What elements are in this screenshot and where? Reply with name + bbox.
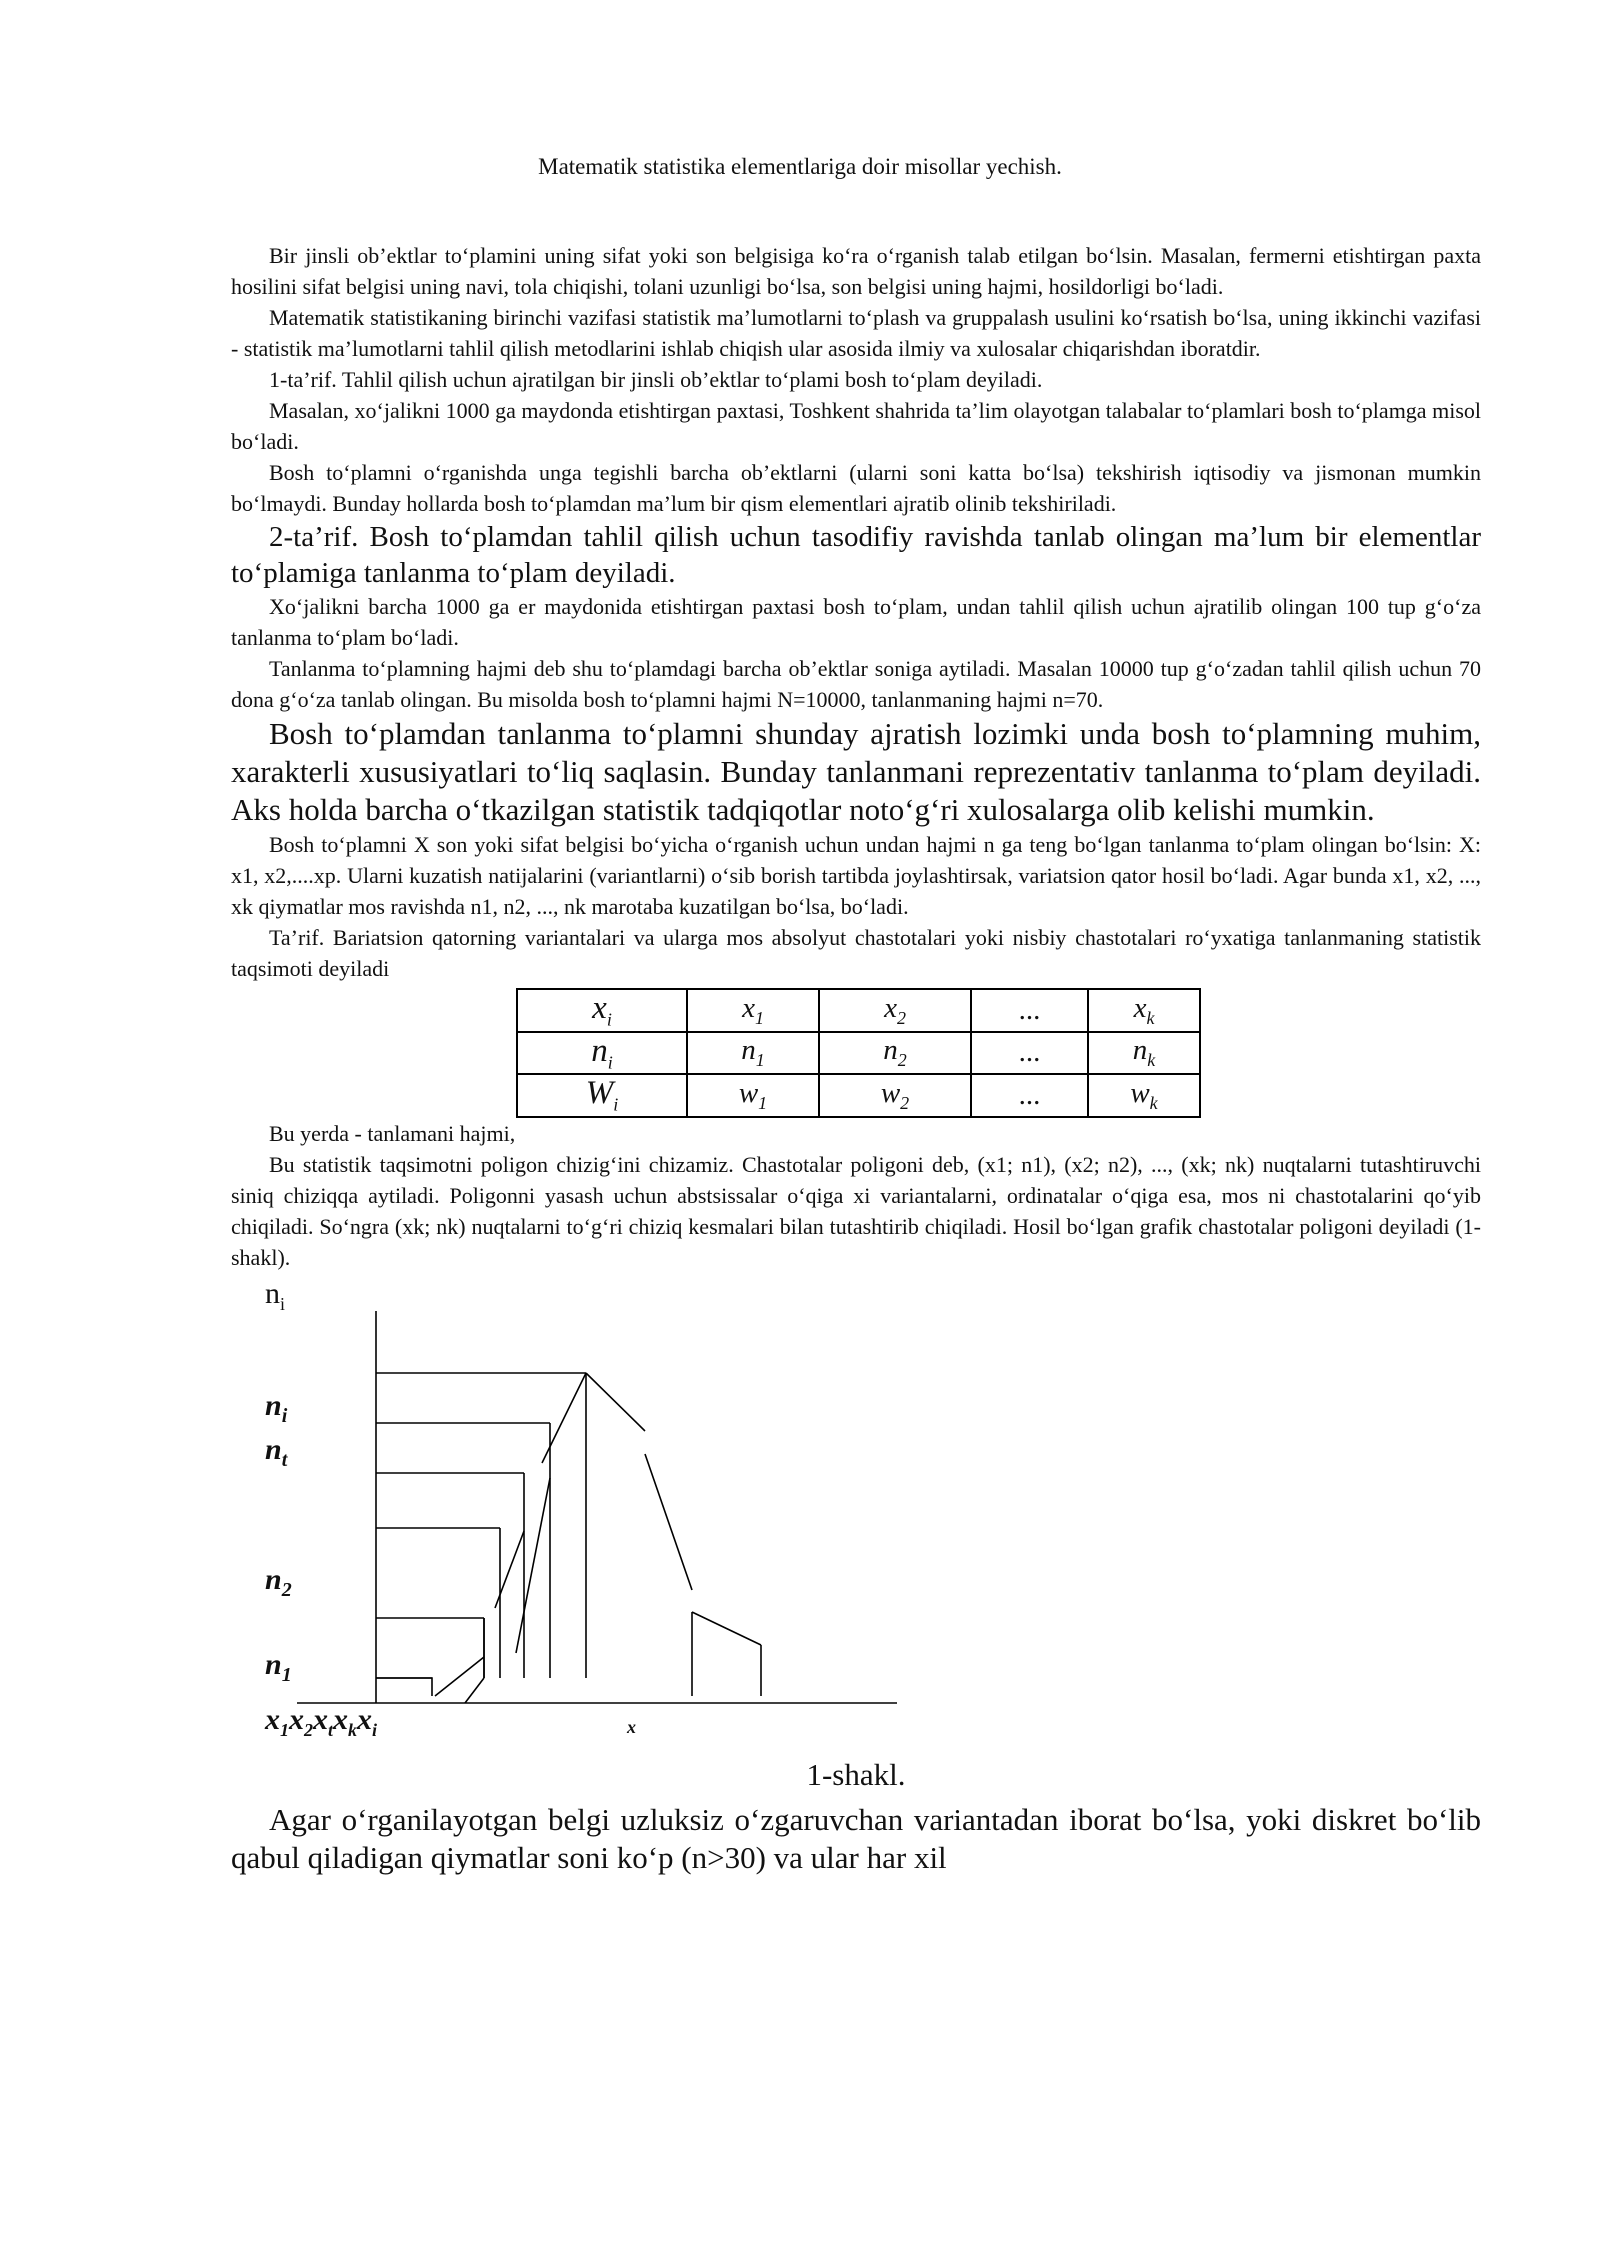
stub-x2 xyxy=(465,1678,484,1703)
paragraph: Bosh to‘plamni o‘rganishda unga tegishli barcha ob’ektlarni (ularni soni katta bo‘lsa) tekshirish iqtisodiy va jismonan mumkin bo‘lmaydi. Bunday hollarda bosh to‘plamdan ma’lum bir qism elementlari ajratib olinib tekshiriladi. xyxy=(231,460,1481,516)
paragraph: Bir jinsli ob’ektlar to‘plamini uning sifat yoki son belgisiga ko‘ra o‘rganish talab etilgan bo‘lsin. Masalan, fermerni etishtirgan paxta hosilini sifat belgisi uning navi, tola chiqishi, tolani uzunligi bo‘lsa, son belgisi uning hajmi, hosildorligi bo‘ladi. xyxy=(231,243,1481,299)
paragraph: Bosh to‘plamni X son yoki sifat belgisi bo‘yicha o‘rganish uchun undan hajmi n ga teng bo‘lgan tanlanma to‘plam olingan bo‘lsin: X: x1, x2,....xp. Ularni kuzatish natijalarini (variantlarni) o‘sib borish tartibda joylashtirsak, variatsion qator hosil bo‘ladi. Agar bunda x1, x2, ..., xk qiymatlar mos ravishda n1, n2, ..., nk marotaba kuzatilgan bo‘lsa, bo‘ladi. xyxy=(231,832,1481,919)
x-axis-name: x xyxy=(627,1716,636,1737)
table-cell xyxy=(1088,1032,1200,1075)
table-cell xyxy=(971,1074,1088,1117)
table-cell xyxy=(819,989,971,1032)
x-axis-label: $x_t$ xyxy=(313,1702,334,1740)
cell-symbol: x xyxy=(884,991,897,1024)
paragraph: Masalan, xo‘jalikni 1000 ga maydonda etishtirgan paxtasi, Toshkent shahrida ta’lim olayotgan talabalar to‘plamlari bosh to‘plamga misol bo‘ladi. xyxy=(231,398,1481,454)
cell-symbol: x xyxy=(592,990,607,1026)
table-cell xyxy=(1088,989,1200,1032)
cell-symbol: W xyxy=(585,1075,614,1112)
paragraph: Bu yerda - tanlamani hajmi, xyxy=(269,1120,516,1146)
paragraph: Matematik statistikaning birinchi vazifasi statistik ma’lumotlarni to‘plash va gruppalash usulini ko‘rsatish bo‘lsa, uning ikkinchi vazifasi - statistik ma’lumotlarni tahlil qilish metodlarini ishlab chiqish ular asosida ilmiy va xulosalar chiqarishdan iboratdir. xyxy=(231,305,1481,361)
y-axis-name: $n_i$ xyxy=(265,1276,286,1314)
cell-subscript: 2 xyxy=(896,1007,906,1028)
cell-symbol: w xyxy=(1130,1077,1150,1110)
table-cell xyxy=(687,1074,819,1117)
cell-subscript: k xyxy=(1149,1092,1158,1113)
cell-symbol: w xyxy=(880,1077,901,1110)
definition-2: 2-ta’rif. Bosh to‘plamdan tahlil qilish uchun tasodifiy ravishda tanlab olingan ma’lum bir elementlar to‘plamiga tanlanma to‘plam deyiladi. xyxy=(231,521,1481,589)
fall-a xyxy=(586,1373,645,1431)
figure-caption: 1-shakl. xyxy=(806,1756,906,1792)
paragraph: Bu statistik taqsimotni poligon chizig‘ini chizamiz. Chastotalar poligoni deb, (x1; n1), (x2; n2), ..., (xk; nk) nuqtalarni tutashtiruvchi siniq chiziqqa aytiladi. Poligonni yasash uchun abstsissalar o‘qiga xi variantalarni, ordinatalar o‘qiga esa, mos ni chastotalarini qo‘yib chiqiladi. So‘ngra (xk; nk) nuqtalarni to‘g‘ri chiziq kesmalari bilan tutashtirib chiqiladi. Hosil bo‘lgan grafik chastotalar poligoni deyiladi (1-shakl). xyxy=(231,1151,1481,1270)
cell-symbol: ... xyxy=(1018,1036,1041,1069)
cell-subscript: 1 xyxy=(758,1092,768,1113)
cell-subscript: 1 xyxy=(755,1050,765,1071)
cell-symbol: ... xyxy=(1018,993,1041,1026)
table-cell xyxy=(687,989,819,1032)
final-paragraph: Agar o‘rganilayotgan belgi uzluksiz o‘zgaruvchan variantadan iborat bo‘lsa, yoki diskret bo‘lib qabul qiladigan qiymatlar soni ko‘p (n>30) va ular har xil xyxy=(231,1801,1481,1875)
intro-paragraphs xyxy=(231,240,1481,519)
cell-symbol: w xyxy=(738,1077,759,1110)
y-axis-label: $n_i$ xyxy=(265,1388,288,1427)
table-cell xyxy=(971,1032,1088,1075)
representative-sample-paragraph: Bosh to‘plamdan tanlanma to‘plamni shunday ajratish lozimki unda bosh to‘plamning muhim, xarakterli xususiyatlari to‘liq saqlasin. Bunday tanlanmani reprezentativ tanlanma to‘plam deyiladi. Aks holda barcha o‘tkazilgan statistik tadqiqotlar noto‘g‘ri xulosalarga olib kelishi mumkin. xyxy=(231,716,1481,827)
table-cell xyxy=(819,1074,971,1117)
bracket-1 xyxy=(376,1678,432,1696)
table-cell xyxy=(971,989,1088,1032)
post-table-paragraphs xyxy=(231,1118,1481,1273)
cell-symbol: ... xyxy=(1018,1078,1041,1111)
table-row xyxy=(517,989,1200,1032)
cell-symbol: n xyxy=(1132,1034,1148,1067)
cell-symbol: n xyxy=(591,1032,608,1069)
pre-table-paragraphs xyxy=(231,829,1481,984)
cell-symbol: x xyxy=(1133,991,1147,1024)
y-axis-label: $n_1$ xyxy=(265,1647,292,1686)
cell-subscript: i xyxy=(606,1009,612,1030)
table-row xyxy=(517,1032,1200,1075)
polygon-figure xyxy=(231,1273,1481,1753)
table-cell xyxy=(687,1032,819,1075)
cell-subscript: 2 xyxy=(900,1092,910,1113)
polygon-drawing xyxy=(231,1273,1481,1753)
middle-paragraphs xyxy=(231,591,1481,715)
paragraph: 1-ta’rif. Tahlil qilish uchun ajratilgan bir jinsli ob’ektlar to‘plami bosh to‘plam deyiladi. xyxy=(269,367,1043,392)
cell-subscript: 1 xyxy=(754,1007,764,1028)
fall-b xyxy=(645,1454,692,1590)
x-axis-label: $x_i$ xyxy=(357,1702,378,1740)
rise-b xyxy=(516,1478,550,1653)
x-axis-label: $x_2$ xyxy=(289,1702,313,1740)
cell-symbol: n xyxy=(883,1034,898,1067)
cell-subscript: k xyxy=(1147,1050,1156,1071)
page-title: Matematik statistika elementlariga doir misollar yechish. xyxy=(538,154,1062,179)
table-cell xyxy=(517,989,687,1032)
table-cell xyxy=(517,1074,687,1117)
y-axis-label: $n_2$ xyxy=(265,1562,292,1601)
cell-subscript: k xyxy=(1146,1007,1155,1028)
stub-x1 xyxy=(435,1657,484,1696)
rise-c xyxy=(542,1373,586,1463)
cell-symbol: x xyxy=(742,991,755,1024)
table-cell xyxy=(517,1032,687,1075)
cell-subscript: i xyxy=(613,1094,619,1115)
distribution-table xyxy=(516,988,1201,1118)
document-body xyxy=(231,240,1481,1877)
paragraph: Tanlanma to‘plamning hajmi deb shu to‘plamdagi barcha ob’ektlar soniga aytiladi. Masalan 10000 tup g‘o‘zadan tahlil qilish uchun 70 dona g‘o‘za tanlab olingan. Bu misolda bosh to‘plamni hajmi N=10000, tanlanmaning hajmi n=70. xyxy=(231,656,1481,712)
table-cell xyxy=(1088,1074,1200,1117)
fall-c xyxy=(692,1612,761,1645)
cell-subscript: i xyxy=(607,1052,613,1073)
cell-subscript: 2 xyxy=(897,1050,907,1071)
table-cell xyxy=(819,1032,971,1075)
cell-symbol: n xyxy=(741,1034,756,1067)
paragraph: Ta’rif. Bariatsion qatorning variantalari va ularga mos absolyut chastotalari yoki nisbiy chastotalari ro‘yxatiga tanlanmaning statistik taqsimoti deyiladi xyxy=(231,925,1481,981)
paragraph: Xo‘jalikni barcha 1000 ga er maydonida etishtirgan paxtasi bosh to‘plam, undan tahlil qilish uchun ajratilib olingan 100 tup g‘o‘za tanlanma to‘plam bo‘ladi. xyxy=(231,594,1481,650)
y-axis-label: $n_t$ xyxy=(265,1432,288,1471)
table-row xyxy=(517,1074,1200,1117)
x-axis-label: $x_k$ xyxy=(333,1702,358,1740)
x-axis-label: $x_1$ xyxy=(265,1702,289,1740)
